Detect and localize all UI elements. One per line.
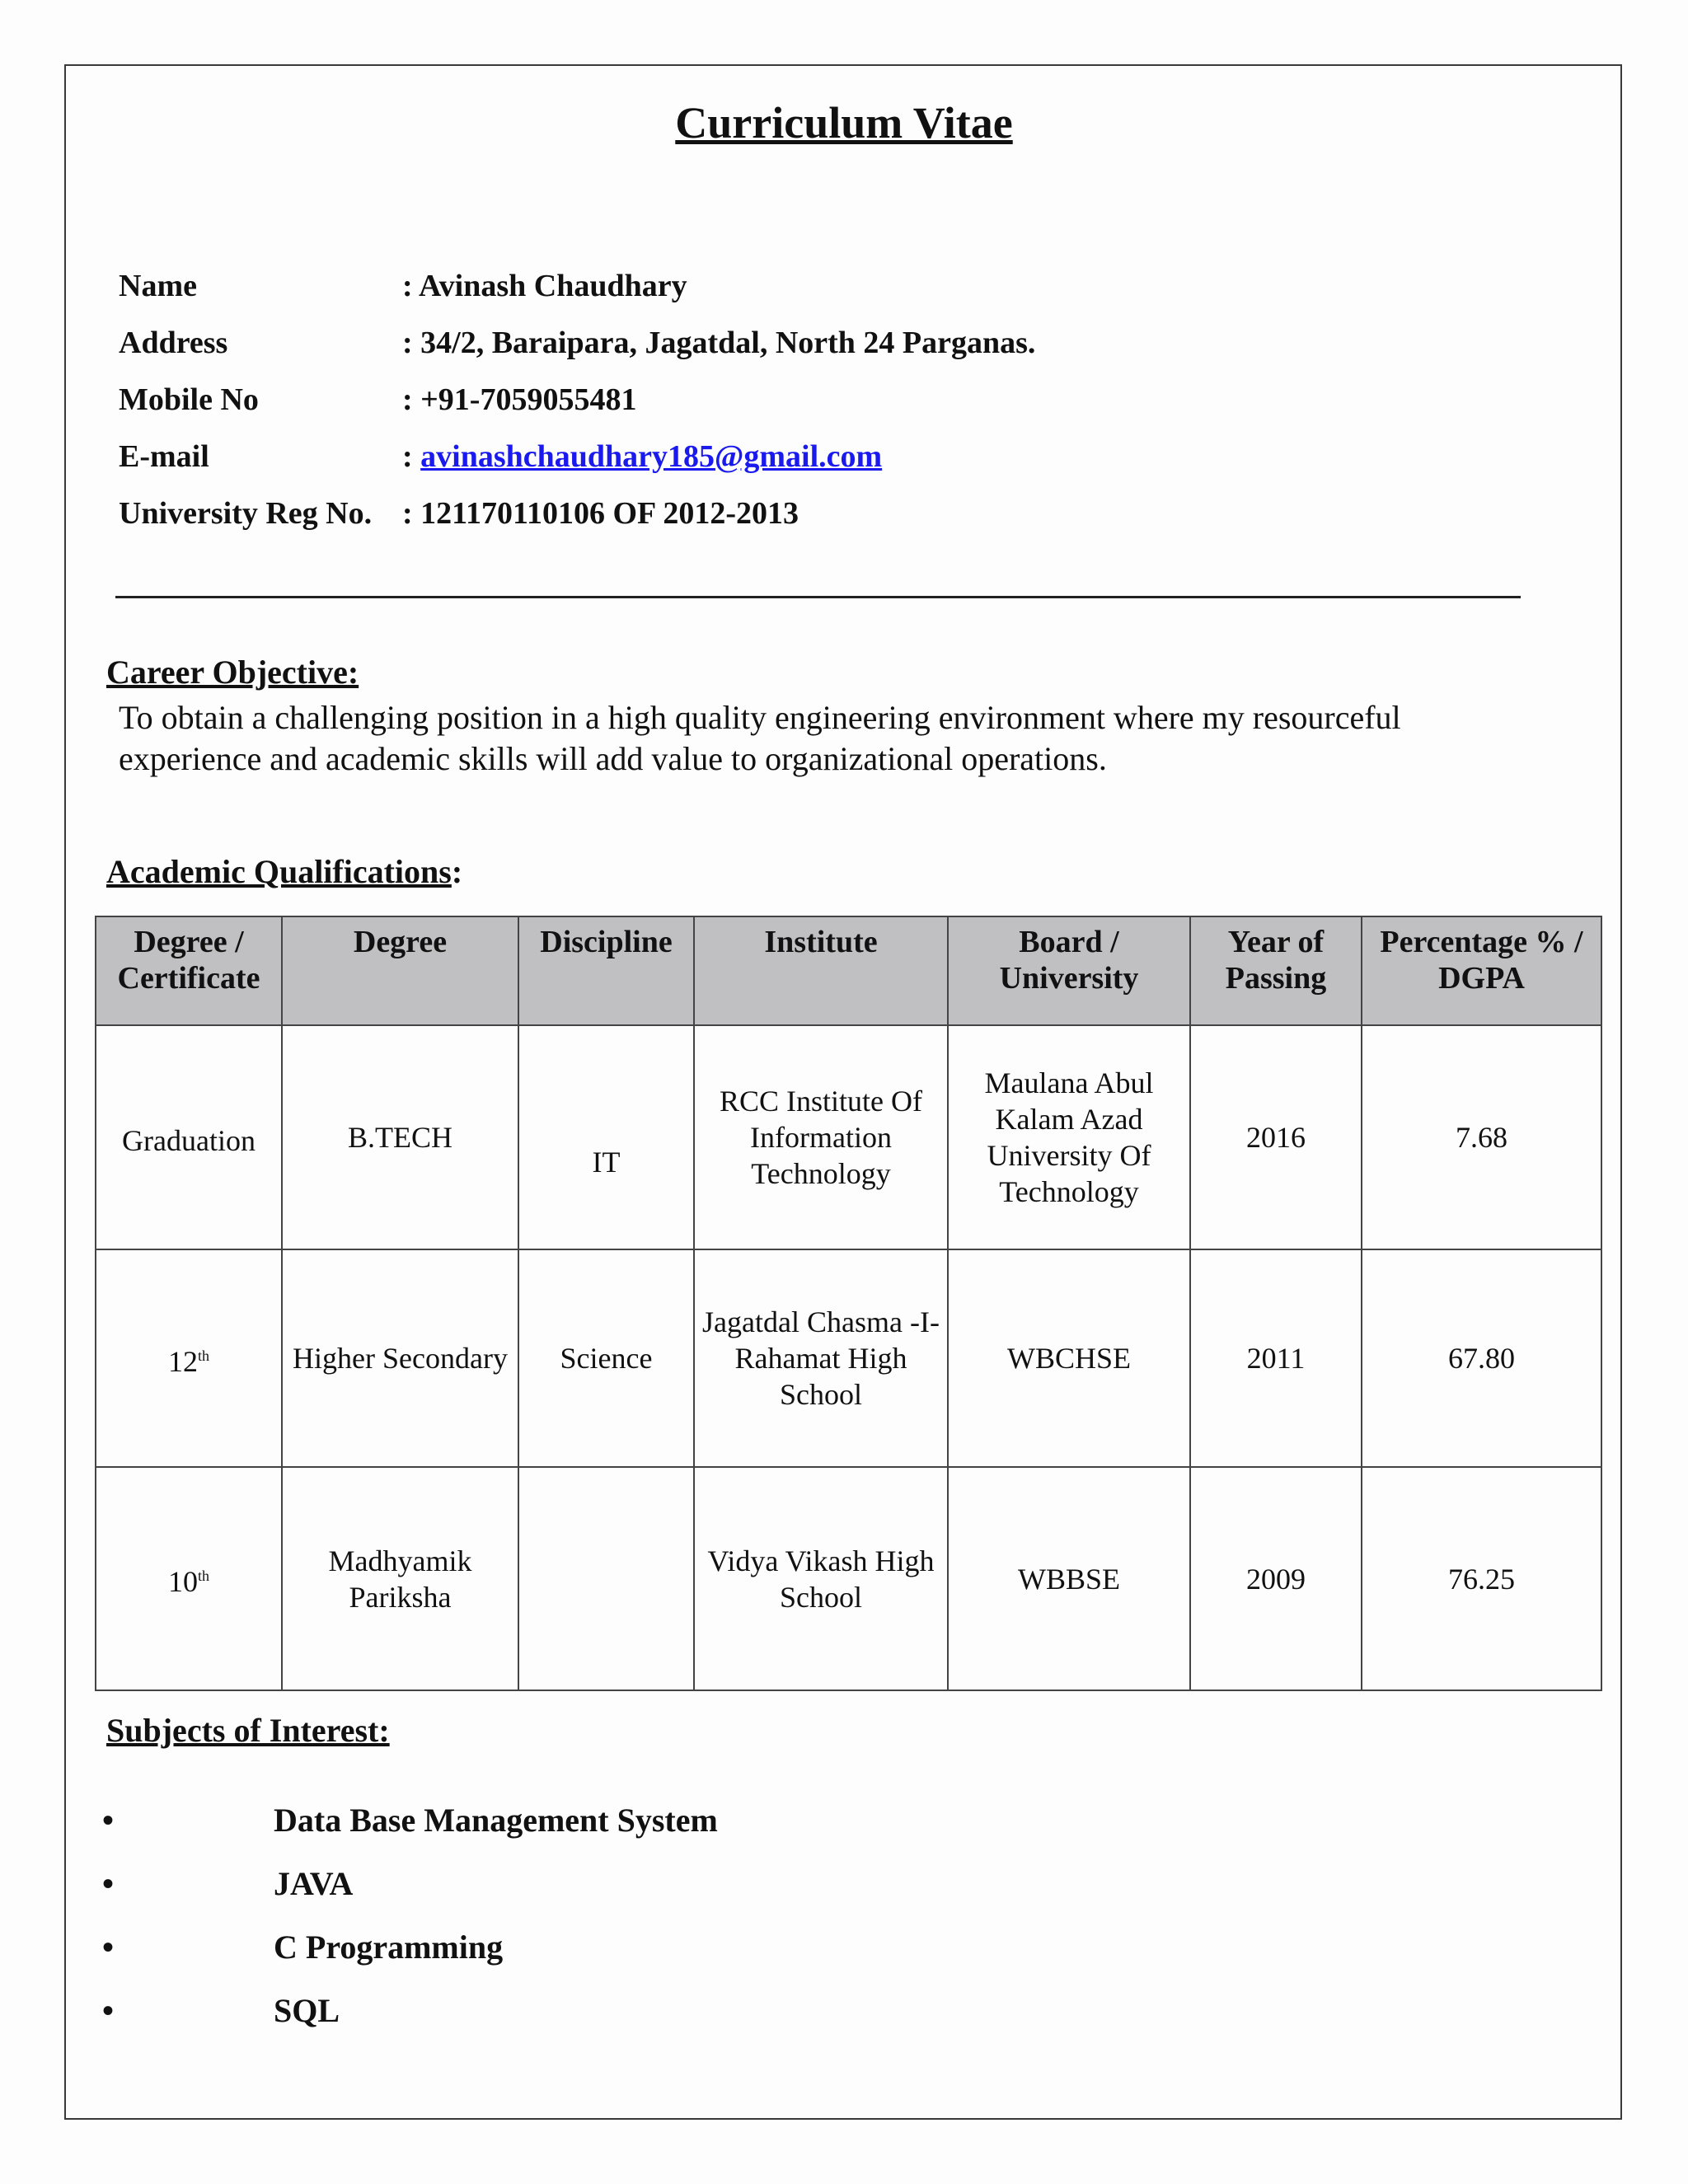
personal-info [119,257,1035,541]
subject-label: C Programming [274,1929,504,1966]
cell-discipline [518,1467,694,1690]
column-header: Year of Passing [1190,916,1362,1025]
subject-label: JAVA [274,1865,354,1902]
cell-year: 2011 [1190,1249,1362,1467]
column-header: Degree [282,916,518,1025]
academic-table [95,916,1602,1691]
list-item [102,1915,718,1979]
bullet-icon: • [102,1992,115,2029]
cell-score: 76.25 [1362,1467,1601,1690]
page-title: Curriculum Vitae [675,98,1013,148]
info-value: : +91-7059055481 [402,382,637,417]
subject-label: Data Base Management System [274,1802,718,1839]
career-objective-heading: Career Objective: [106,654,359,691]
bullet-icon: • [102,1929,115,1966]
info-label: Address [119,325,228,360]
table-header-row [96,916,1601,1025]
email-link[interactable]: avinashchaudhary185@gmail.com [420,438,883,474]
career-objective-text: To obtain a challenging position in a high quality engineering environment where my resourceful experience and academic skills will add value to organizational operations. [119,699,1401,777]
email-prefix: : [402,438,421,474]
info-label: University Reg No. [119,495,373,531]
column-header: Degree / Certificate [96,916,282,1025]
academic-heading: Academic Qualifications: [106,853,463,890]
info-value: : Avinash Chaudhary [402,268,687,303]
cell-board: WBBSE [948,1467,1190,1690]
cell-year: 2016 [1190,1025,1362,1249]
subject-label: SQL [274,1992,340,2029]
info-value: : 121170110106 OF 2012-2013 [402,495,799,531]
divider [115,596,1521,598]
column-header: Discipline [518,916,694,1025]
list-item [102,1979,718,2042]
table-row [96,1467,1601,1690]
table-row [96,1025,1601,1249]
cell-level: 10th [96,1467,282,1690]
bullet-icon: • [102,1802,115,1839]
info-value [402,438,882,475]
cell-board: WBCHSE [948,1249,1190,1467]
cell-degree: Higher Secondary [282,1249,518,1467]
list-item [102,1788,718,1852]
academic-heading-text: Academic Qualifications [106,853,452,890]
info-row-address [119,314,1035,371]
cell-score: 67.80 [1362,1249,1601,1467]
subjects-heading: Subjects of Interest: [106,1712,390,1749]
info-row-email [119,428,1035,485]
cell-institute: Jagatdal Chasma -I-Rahamat High School [694,1249,948,1467]
column-header: Percentage % / DGPA [1362,916,1601,1025]
cell-institute: RCC Institute Of Information Technology [694,1025,948,1249]
cell-board: Maulana Abul Kalam Azad University Of Technology [948,1025,1190,1249]
info-label: Name [119,268,197,303]
cell-level: 12th [96,1249,282,1467]
info-row-reg-no [119,485,1035,541]
cell-institute: Vidya Vikash High School [694,1467,948,1690]
cell-level: Graduation [96,1025,282,1249]
column-header: Board / University [948,916,1190,1025]
info-row-name [119,257,1035,314]
cell-degree: Madhyamik Pariksha [282,1467,518,1690]
column-header: Institute [694,916,948,1025]
cell-discipline: IT [518,1025,694,1249]
cell-year: 2009 [1190,1467,1362,1690]
info-value: : 34/2, Baraipara, Jagatdal, North 24 Parganas. [402,325,1036,360]
list-item [102,1852,718,1915]
info-label: E-mail [119,438,209,474]
cell-score: 7.68 [1362,1025,1601,1249]
info-label: Mobile No [119,382,259,417]
table-row [96,1249,1601,1467]
info-row-mobile [119,371,1035,428]
subjects-list [102,1788,718,2042]
cell-degree: B.TECH [282,1025,518,1249]
cell-discipline: Science [518,1249,694,1467]
bullet-icon: • [102,1865,115,1902]
